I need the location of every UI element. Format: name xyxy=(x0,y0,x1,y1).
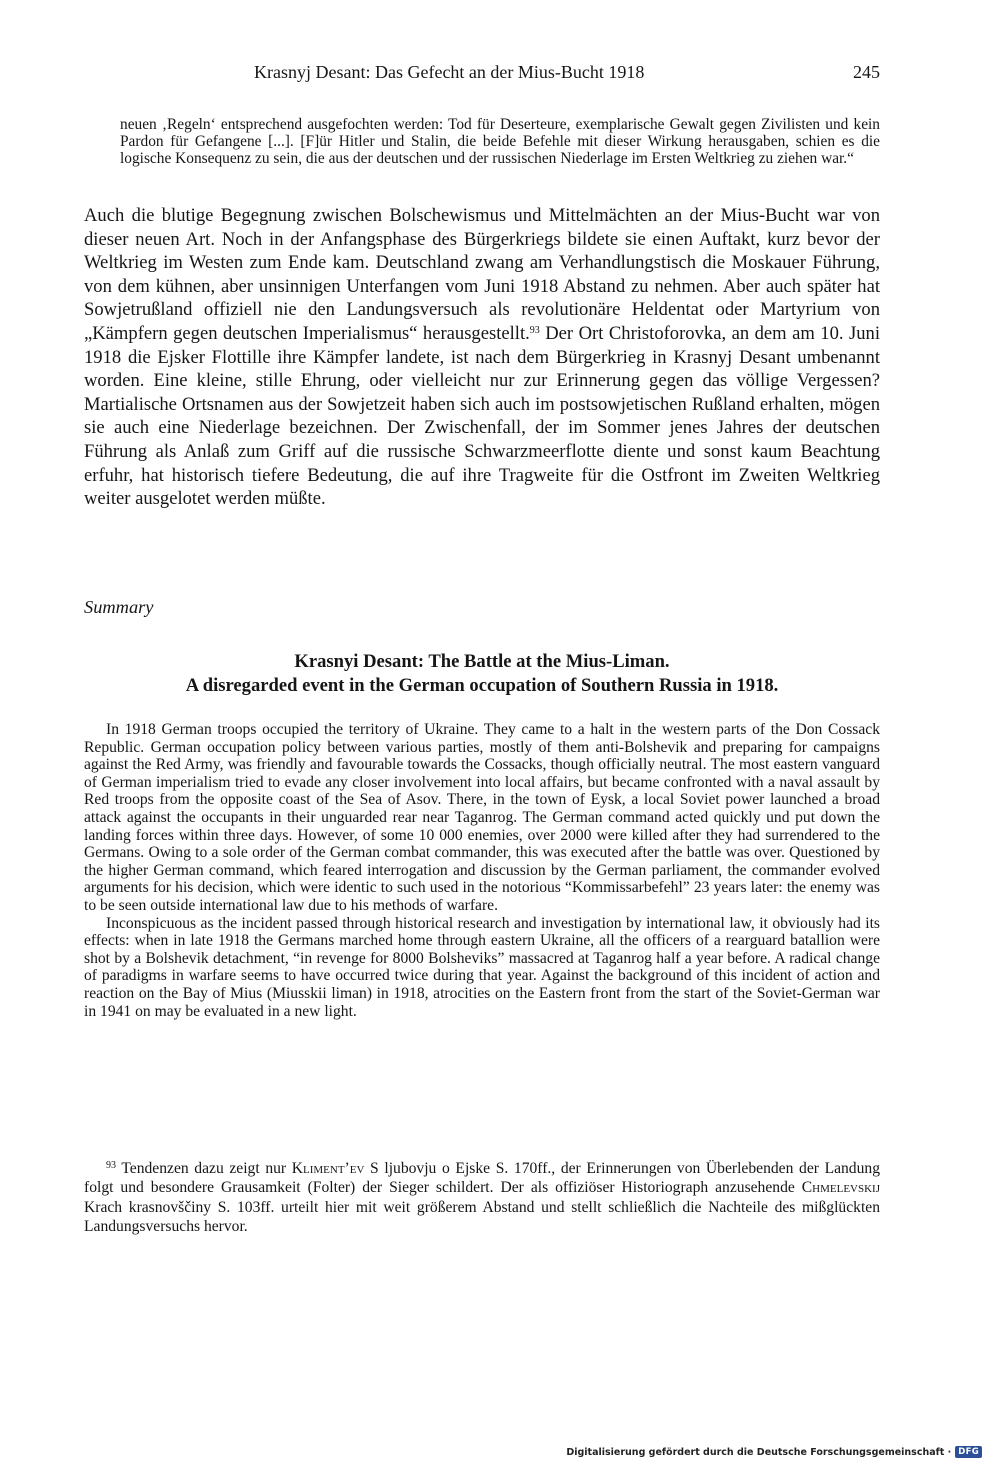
dfg-credit xyxy=(566,1446,982,1458)
summary-title-line1: Krasnyi Desant: The Battle at the Mius-Liman. xyxy=(294,651,670,672)
footnote-text-b: S ljubovju o Ejske S. 170ff., der Erinnerungen von Überlebenden der Landung folgt und besondere Grausamkeit (Folter) der Sieger schildert. Der als offiziöser Historiograph anzusehende xyxy=(84,1160,880,1197)
footnote-reference: 93 xyxy=(529,324,540,336)
footnote-text-a: Tendenzen dazu zeigt nur xyxy=(116,1160,292,1177)
block-quote: neuen ‚Regeln‘ entsprechend ausgefochten werden: Tod für Deserteure, exemplarische Gewalt gegen Zivilisten und kein Pardon für Gefangene [...]. [F]ür Hitler und Stalin, die beide Befehle mit dieser Wirkung herausgaben, schien es die logische Konsequenz zu sein, die aus der deutschen und der russischen Niederlage im Ersten Weltkrieg zu ziehen war.“ xyxy=(120,116,880,168)
credit-text: Digitalisierung gefördert durch die Deutsche Forschungsgemeinschaft · xyxy=(566,1446,952,1458)
main-paragraph xyxy=(84,204,880,511)
main-text xyxy=(84,204,880,511)
summary-body xyxy=(84,721,880,1020)
footnote-number: 93 xyxy=(106,1160,116,1171)
footnote-93 xyxy=(84,1159,880,1236)
summary-paragraph-2: Inconspicuous as the incident passed through historical research and investigation by international law, it obviously had its effects: when in late 1918 the Germans marched home through eastern Ukraine, all the officers of a rearguard batallion were shot by a Bolshevik detachment, “in revenge for 8000 Bolsheviks” massacred at Taganrog half a year before. A radical change of paradigms in warfare seems to have occurred twice during that year. Against the background of this incident of action and reaction on the Bay of Mius (Miusskii liman) in 1918, atrocities on the Eastern front from the start of the Soviet-German war in 1941 on may be evaluated in a new light. xyxy=(84,914,880,1020)
footnote-text-c: Krach krasnovščiny S. 103ff. urteilt hier mit weit größerem Abstand und stellt schließlich die Nachteile des mißglückten Landungsversuchs hervor. xyxy=(84,1198,880,1235)
running-header xyxy=(84,62,880,88)
summary-title xyxy=(84,650,880,698)
main-text-part2: Der Ort Christoforovka, an dem am 10. Juni 1918 die Ejsker Flottille ihre Kämpfer landete, ist nach dem Bürgerkrieg in Krasnyj Desant umbenannt worden. Eine kleine, stille Ehrung, oder vielleicht nur zur Erinnerung gegen das völlige Vergessen? Martialische Ortsnamen aus der Sowjetzeit haben sich auch im postsowjetischen Rußland erhalten, mögen sie auch eine Niederlage bezeichnen. Der Zwischenfall, der im Sommer jenes Jahres der deutschen Führung als Anlaß zum Griff auf die russische Schwarzmeerflotte diente und sonst kaum Beachtung erfuhr, hat historisch tiefere Bedeutung, die auf ihre Tragweite für die Ostfront im Zweiten Weltkrieg weiter ausgelotet werden müßte. xyxy=(84,322,880,510)
summary-title-line2: A disregarded event in the German occupation of Southern Russia in 1918. xyxy=(185,675,779,696)
page-number: 245 xyxy=(853,62,880,82)
dfg-logo: DFG xyxy=(955,1446,982,1458)
running-title: Krasnyj Desant: Das Gefecht an der Mius-Bucht 1918 xyxy=(254,62,645,82)
footnote-author-2: Chmelevskij xyxy=(801,1179,880,1197)
footnote-author-1: Kliment’ev xyxy=(291,1160,365,1177)
summary-label: Summary xyxy=(84,597,154,617)
footnote-paragraph xyxy=(84,1159,880,1236)
summary-paragraph-1: In 1918 German troops occupied the territory of Ukraine. They came to a halt in the western parts of the Don Cossack Republic. German occupation policy between various parties, mostly of them anti-Bolshevik and preparing for campaigns against the Red Army, was friendly and favourable towards the Cossacks, though officially neutral. The most eastern vanguard of German imperialism tried to evade any closer involvement into local affairs, but became confronted with a naval assault by Red troops from the opposite coast of the Sea of Asov. There, in the town of Eysk, a local Soviet power launched a broad attack against the occupants in their unguarded rear near Taganrog. The German command acted quickly und put down the landing forces within three days. However, of some 10 000 enemies, over 2000 were killed after they had surrendered to the Germans. Owing to a sole order of the German combat commander, this was executed after the battle was over. Questioned by the higher German command, which feared interrogation and discussion by the German parliament, the commander evolved arguments for his decision, which were identic to such used in the notorious “Kommissarbefehl” 23 years later: the enemy was to be seen outside international law due to his methods of warfare. xyxy=(84,721,880,914)
main-text-part1: Auch die blutige Begegnung zwischen Bolschewismus und Mittelmächten an der Mius-Bucht war von dieser neuen Art. Noch in der Anfangsphase des Bürgerkriegs bildete sie einen Auftakt, kurz bevor der Weltkrieg im Westen zum Ende kam. Deutschland zwang am Verhandlungstisch die Moskauer Führung, von dem kühnen, aber unsinnigen Unterfangen vom Juni 1918 Abstand zu nehmen. Aber auch später hat Sowjetrußland offiziell nie den Landungsversuch als revolutionäre Heldentat oder Martyrium von „Kämpfern gegen deutschen Imperialismus“ herausgestellt. xyxy=(84,205,880,344)
